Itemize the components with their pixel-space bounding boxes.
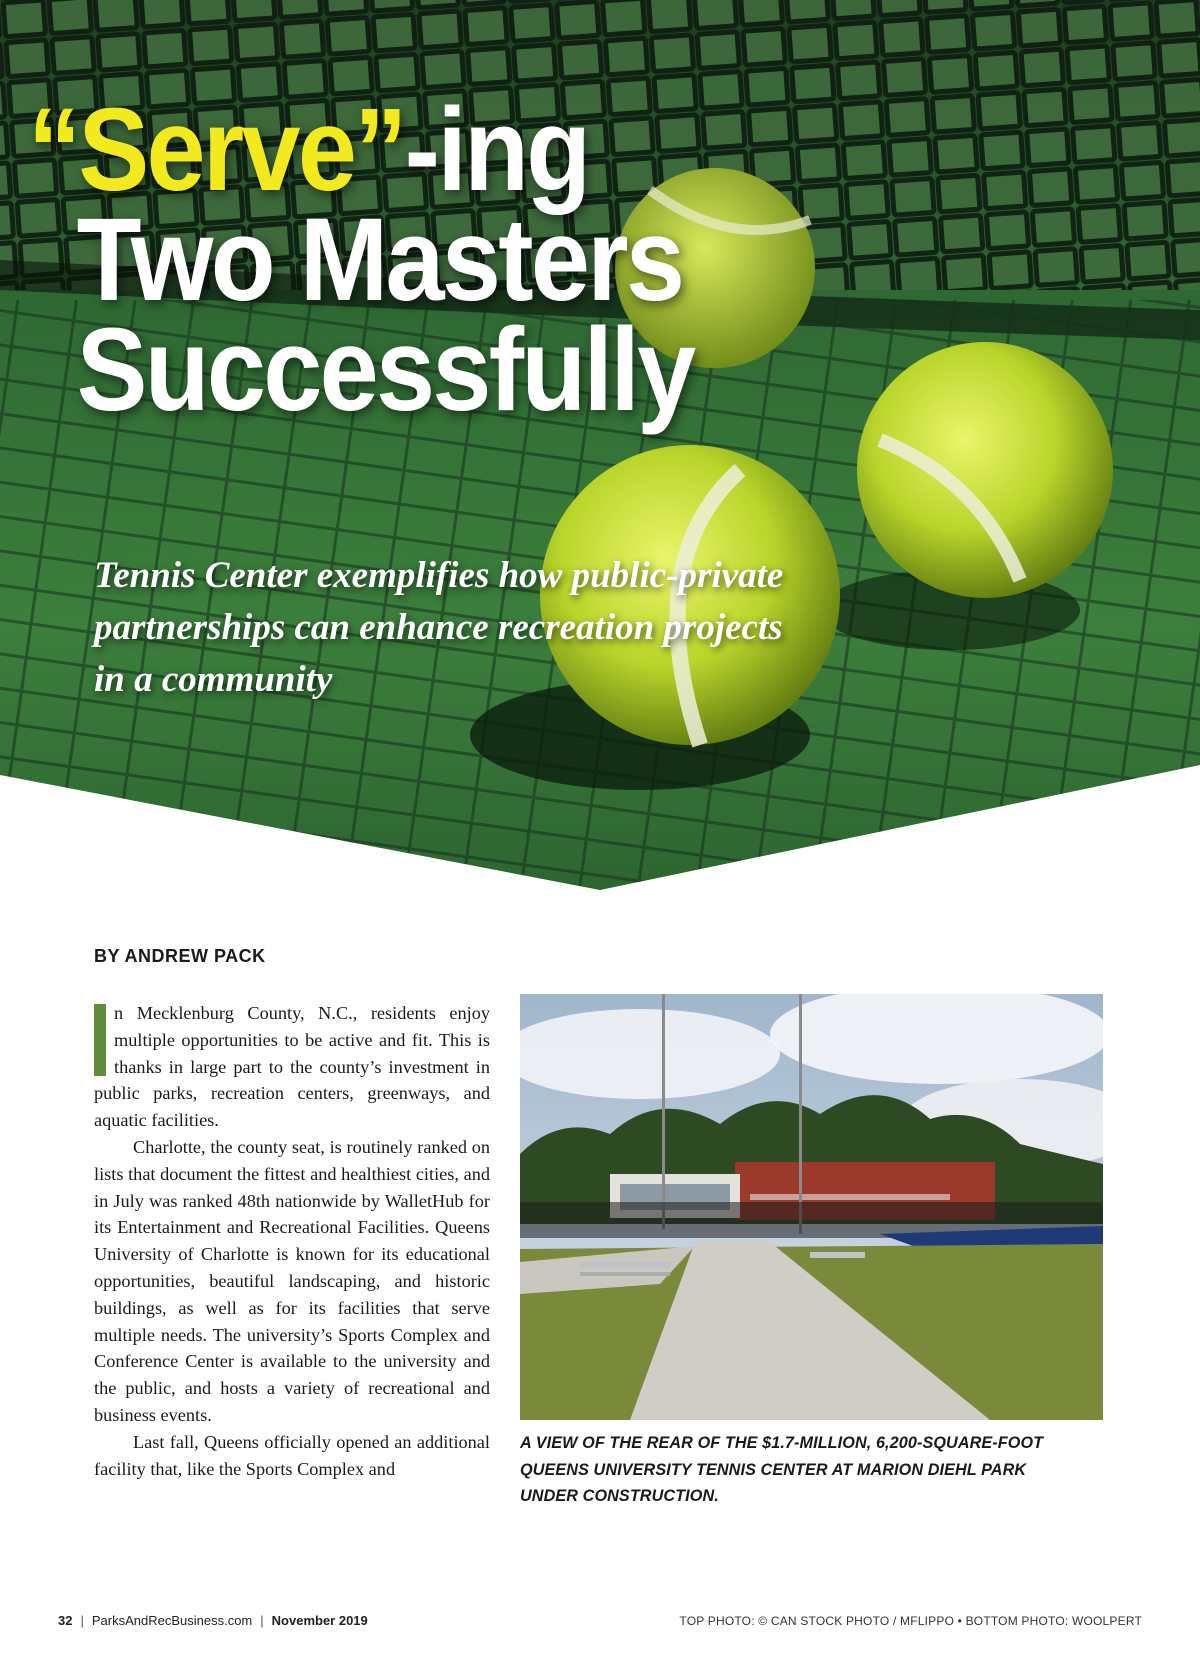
article-body [94, 1000, 490, 1482]
headline-part-1: -ing [404, 84, 589, 216]
page-number: 32 [58, 1613, 73, 1628]
footer-divider: | [260, 1613, 264, 1628]
headline-highlight: “Serve” [28, 84, 405, 216]
issue-date: November 2019 [271, 1613, 368, 1628]
photo-caption: A VIEW OF THE REAR OF THE $1.7-MILLION, 6,200-SQUARE-FOOT QUEENS UNIVERSITY TENNIS CENTER AT MARION DIEHL PARK UNDER CONSTRUCTION. [520, 1434, 1044, 1505]
article-deck: Tennis Center exemplifies how public-private partnerships can enhance recreation projects in a community [94, 555, 784, 700]
footer-divider: | [80, 1613, 84, 1628]
paragraph-1: n Mecklenburg County, N.C., residents enjoy multiple opportunities to be active and fit. This is thanks in large part to the county’s investment in public parks, recreation centers, greenways, and aquatic facilities. [94, 1003, 490, 1131]
article-headline [28, 84, 694, 436]
byline: BY ANDREW PACK [94, 946, 266, 966]
paragraph-2: Charlotte, the county seat, is routinely ranked on lists that document the fittest and healthiest cities, and in July was ranked 48th nationwide by WalletHub for its Entertainment and Recreational Facilities. Queens University of Charlotte is known for its educational opportunities, beautiful landscaping, and historic buildings, as well as for its facilities that serve multiple needs. The university’s Sports Complex and Conference Center is available to the university and the public, and hosts a variety of recreational and business events. [94, 1136, 490, 1425]
paragraph-3: Last fall, Queens officially opened an additional facility that, like the Sports Complex and [94, 1431, 490, 1479]
headline-line-2: Two Masters [76, 194, 683, 326]
dropcap-bar [94, 1004, 106, 1076]
tennis-center-photo [520, 994, 1103, 1420]
footer-website: ParksAndRecBusiness.com [91, 1613, 253, 1628]
headline-line-3: Successfully [76, 304, 694, 436]
photo-credits: TOP PHOTO: © CAN STOCK PHOTO / MFLIPPO • BOTTOM PHOTO: WOOLPERT [679, 1614, 1142, 1628]
page-footer [58, 1613, 368, 1628]
